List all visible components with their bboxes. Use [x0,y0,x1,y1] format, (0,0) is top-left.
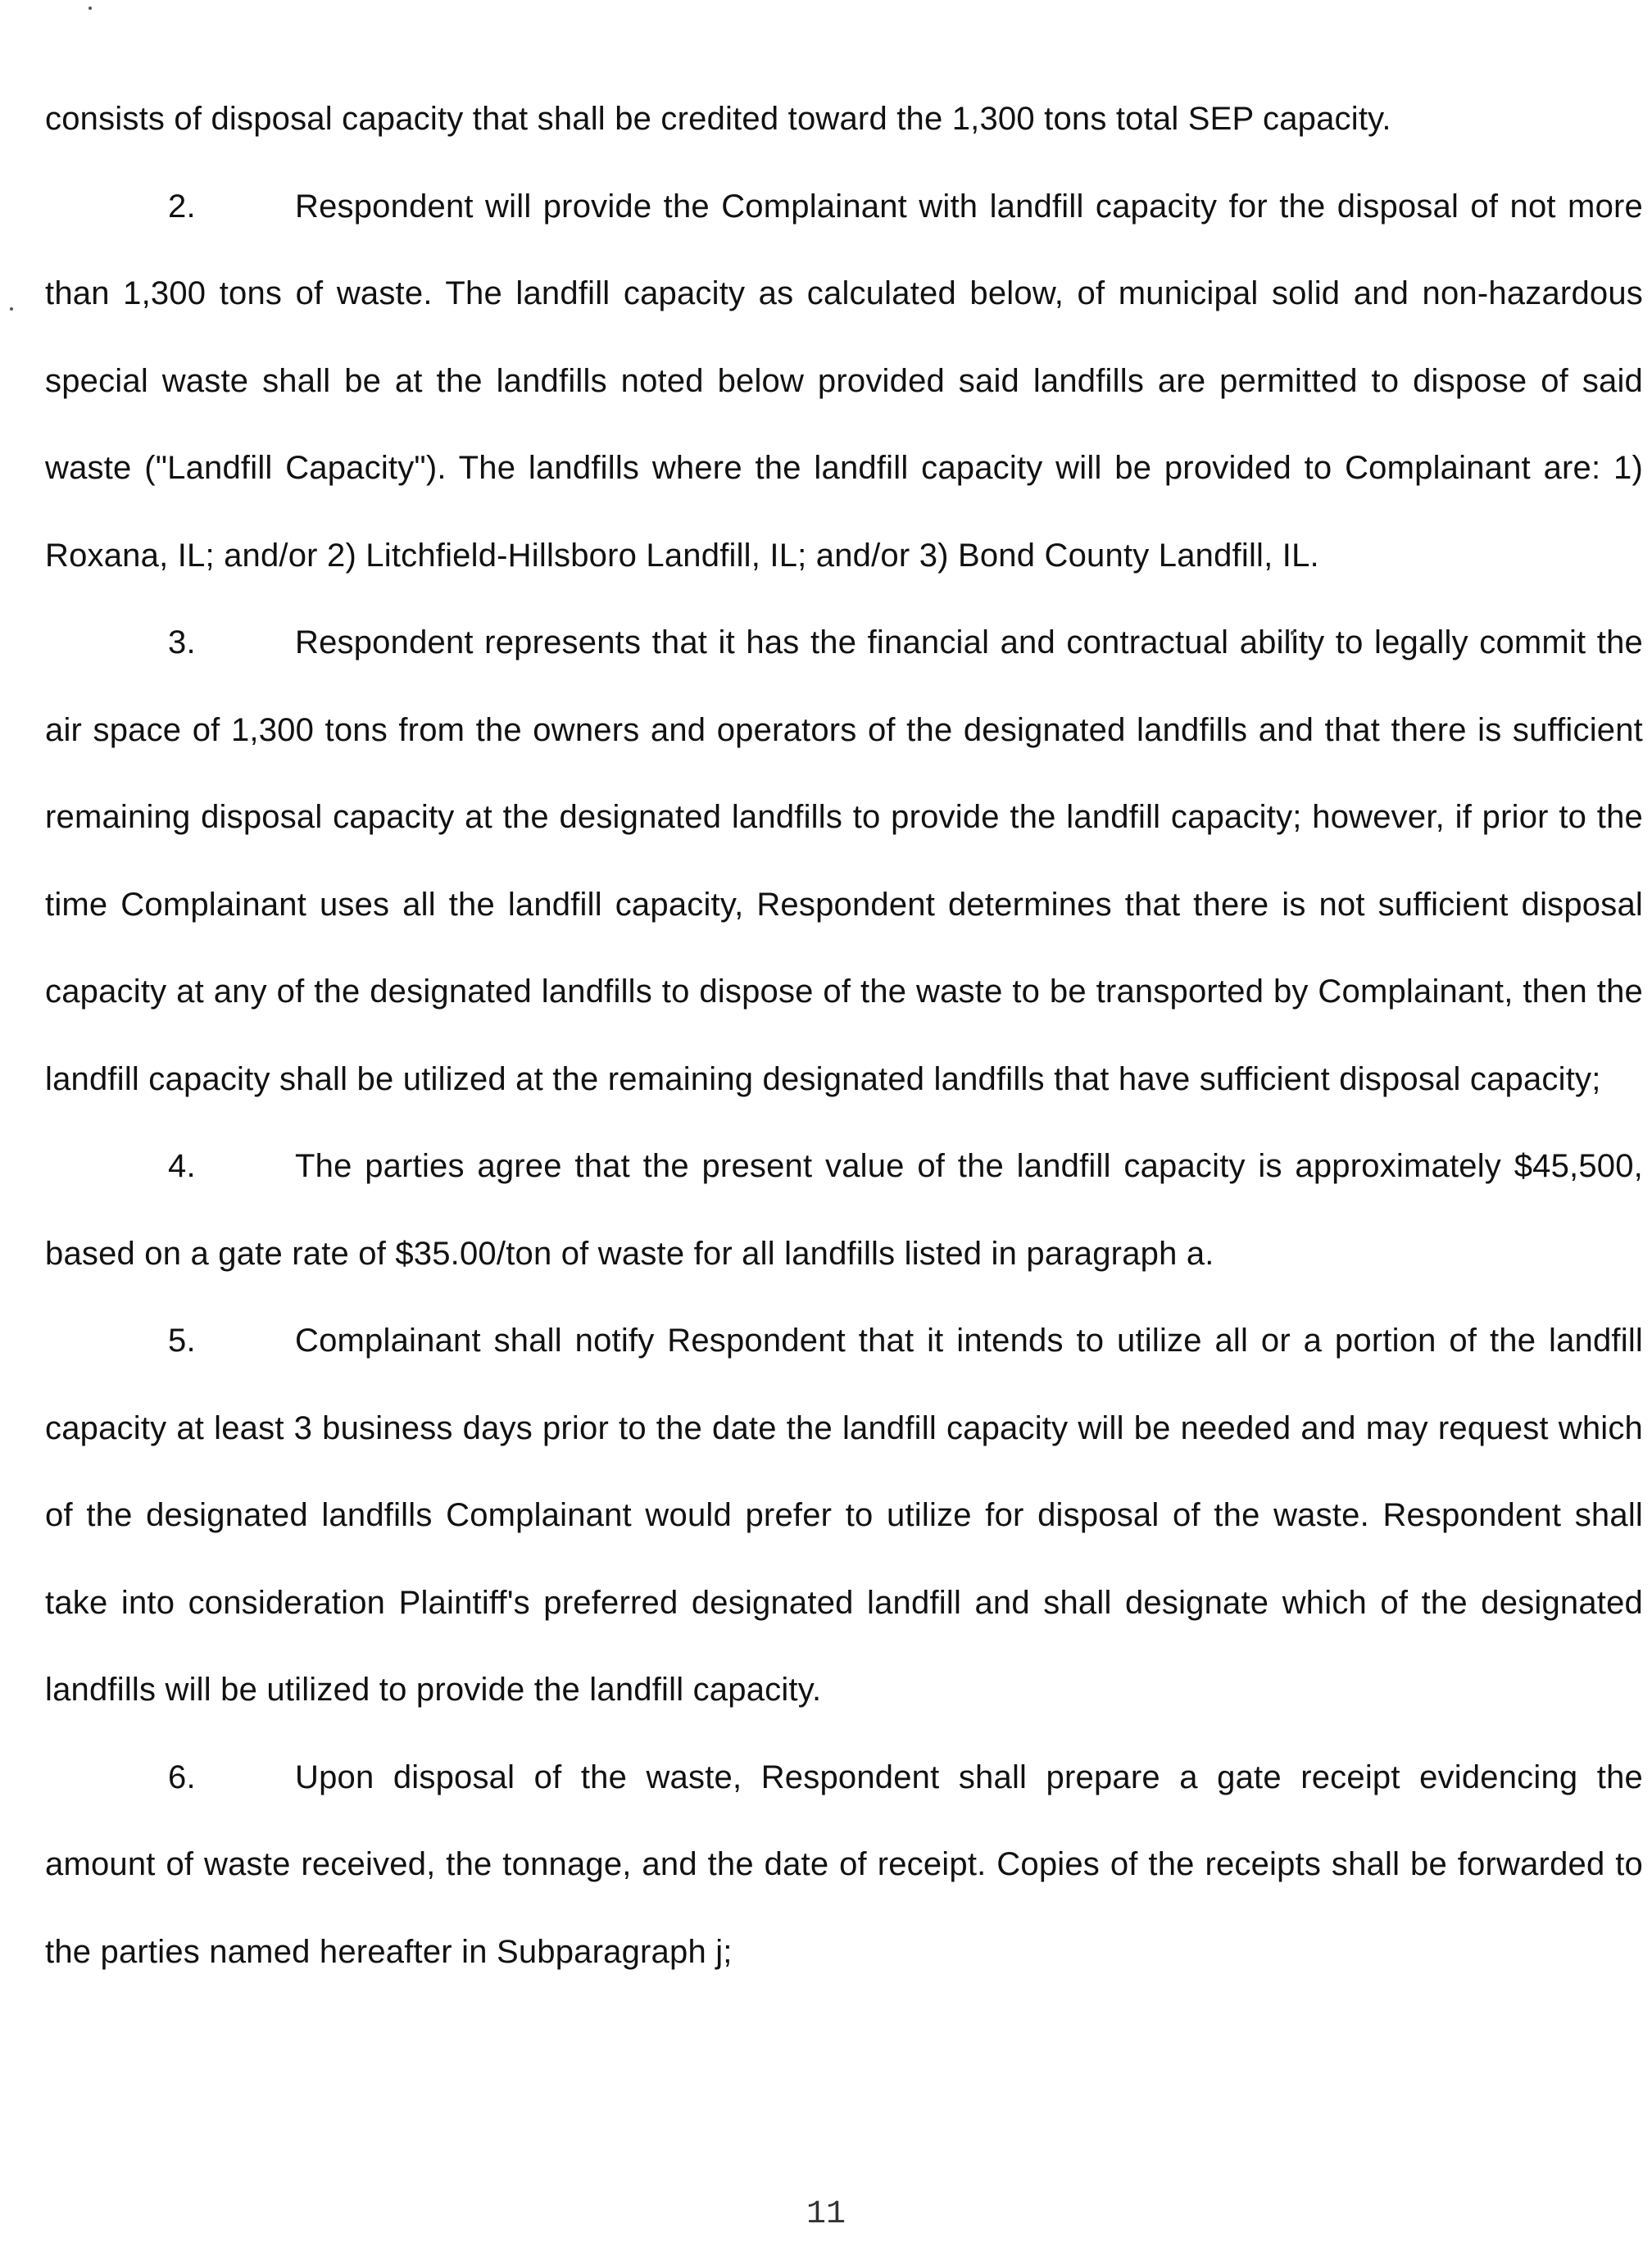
scan-speck [88,7,92,10]
paragraph-4 [45,1123,1643,1297]
scan-speck [10,307,13,311]
page-number: 11 [806,2196,846,2233]
paragraph-text: Upon disposal of the waste, Respondent shall prepare a gate receipt evidencing the amount of waste received, the tonnage, and the date of receipt. Copies of the receipts shall be forwarded to the parties named hereafter in Subparagraph j; [45,1759,1643,1970]
paragraph-number: 6. [168,1759,196,1795]
paragraph-text: Respondent will provide the Complainant with landfill capacity for the disposal of not more than 1,300 tons of waste. The landfill capacity as calculated below, of municipal solid and non-hazardous special waste shall be at the landfills noted below provided said landfills are permitted to dispose of said waste ("Landfill Capacity"). The landfills where the landfill capacity will be provided to Complainant are: 1) Roxana, IL; and/or 2) Litchfield-Hillsboro Landfill, IL; and/or 3) Bond County Landfill, IL. [45,188,1643,574]
body-text [45,75,1643,1995]
paragraph-number: 4. [168,1148,196,1184]
paragraph-text: Respondent represents that it has the financial and contractual ability to legally commit the air space of 1,300 tons from the owners and operators of the designated landfills and that there is sufficient remaining disposal capacity at the designated landfills to provide the landfill capacity; however, if prior to the time Complainant uses all the landfill capacity, Respondent determines that there is not sufficient disposal capacity at any of the designated landfills to dispose of the waste to be transported by Complainant, then the landfill capacity shall be utilized at the remaining designated landfills that have sufficient disposal capacity; [45,624,1643,1097]
paragraph-3 [45,599,1643,1123]
paragraph-5 [45,1297,1643,1734]
paragraph-2 [45,163,1643,600]
paragraph-number: 3. [168,624,196,660]
paragraph-number: 5. [168,1323,196,1359]
paragraph-text: Complainant shall notify Respondent that it intends to utilize all or a portion of the landfill capacity at least 3 business days prior to the date the landfill capacity will be needed and may request which of the designated landfills Complainant would prefer to utilize for disposal of the waste. Respondent shall take into consideration Plaintiff's preferred designated landfill and shall designate which of the designated landfills will be utilized to provide the landfill capacity. [45,1323,1643,1708]
paragraph-6 [45,1734,1643,1996]
paragraph-text: The parties agree that the present value of the landfill capacity is approximately $45,500, based on a gate rate of $35.00/ton of waste for all landfills listed in paragraph a. [45,1148,1643,1272]
paragraph-number: 2. [168,188,196,225]
opening-text: consists of disposal capacity that shall be credited toward the 1,300 tons total SEP capacity. [45,101,1391,137]
